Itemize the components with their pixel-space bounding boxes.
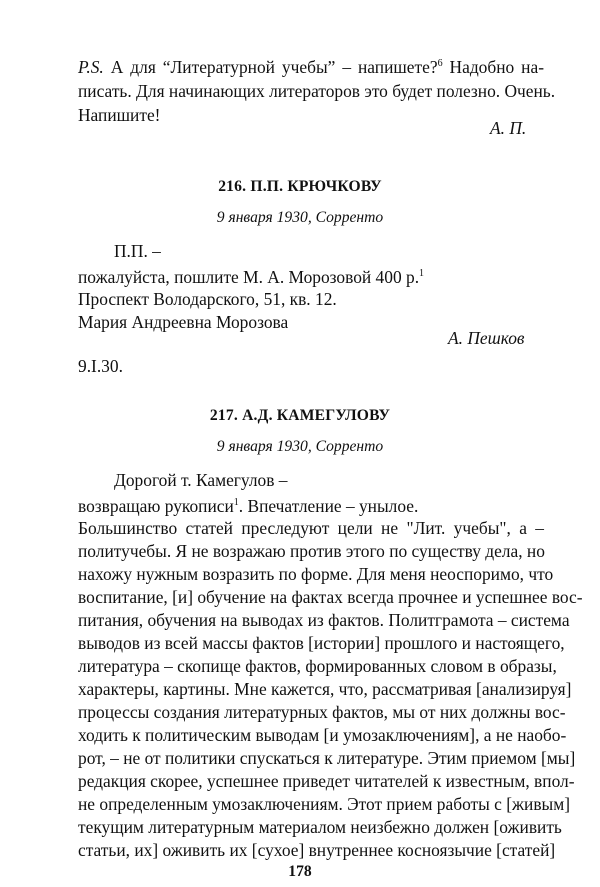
body-line-7: литература – скопище фактов, формированных словом в образы, — [78, 656, 557, 676]
body-line-12: редакция скорее, успешнее приведет читателей к известным, впол- — [78, 771, 575, 791]
letter-217-greeting: Дорогой т. Камегулов – — [114, 470, 288, 490]
letter-216-closing-date: 9.I.30. — [78, 356, 123, 376]
ps-line-1-tail: Надобно на- — [442, 57, 544, 77]
letter-216-line-3: Мария Андреевна Морозова — [78, 312, 289, 332]
letter-216-line-1-text: пожалуйста, пошлите М. А. Морозовой 400 р. — [78, 267, 420, 287]
footnote-marker: 1 — [419, 268, 425, 279]
ps-signature: А. П. — [490, 118, 527, 138]
ps-line-1-text: А для “Литературной учебы” – напишете? — [103, 57, 438, 77]
letter-216-line-2: Проспект Володарского, 51, кв. 12. — [78, 289, 337, 309]
letter-216-signature: А. Пешков — [448, 328, 525, 348]
body-line-5: питания, обучения на выводах из фактов. Политграмота – система — [78, 610, 570, 630]
letter-217-line-a-rest: . Впечатление – унылое. — [238, 496, 419, 516]
body-line-13: не определенным умозаключениям. Этот прием работы с [живым] — [78, 794, 571, 814]
body-line-6: выводов из всей массы фактов [истории] прошлого и настоящего, — [78, 633, 565, 653]
body-line-1: Большинство статей преследуют цели не "Лит. учебы", а – — [78, 518, 544, 538]
ps-line-3: Напишите! — [78, 105, 161, 125]
body-line-11: рот, – не от политики спускаться к литературе. Этим приемом [мы] — [78, 748, 576, 768]
ps-label: P.S. — [78, 57, 104, 77]
letter-217-heading: 217. А.Д. КАМЕГУЛОВУ — [209, 407, 391, 424]
body-line-8: характеры, картины. Мне кажется, что, рассматривая [анализируя] — [78, 679, 572, 699]
letter-216-date: 9 января 1930, Сорренто — [216, 209, 384, 226]
letter-216-greeting: П.П. – — [114, 241, 161, 261]
body-line-14: текущим литературным материалом неизбежно должен [оживить — [78, 817, 562, 837]
letter-217-line-a — [78, 495, 418, 517]
body-line-3: нахожу нужным возразить по форме. Для меня неоспоримо, что — [78, 564, 554, 584]
body-line-2: политучебы. Я не возражаю против этого по существу дела, но — [78, 541, 545, 561]
page-number: 178 — [288, 863, 312, 880]
ps-line-2: писать. Для начинающих литераторов это будет полезно. Очень. — [78, 81, 556, 101]
letter-216-heading: 216. П.П. КРЮЧКОВУ — [218, 178, 382, 195]
ps-line-1 — [78, 56, 544, 78]
footnote-marker: 6 — [437, 58, 443, 69]
body-line-15: статьи, их] оживить их [сухое] внутреннее косноязычие [статей] — [78, 840, 556, 860]
letter-217-line-a-text: возвращаю рукописи — [78, 496, 234, 516]
footnote-marker: 1 — [233, 497, 239, 508]
letter-216-line-1 — [78, 266, 424, 288]
letter-217-date: 9 января 1930, Сорренто — [216, 438, 384, 455]
body-line-10: ходить к политическим выводам [и умозаключениям], а не наобо- — [78, 725, 567, 745]
body-line-4: воспитание, [и] обучение на фактах всегда прочнее и успешнее вос- — [78, 587, 583, 607]
body-line-9: процессы создания литературных фактов, мы от них должны вос- — [78, 702, 566, 722]
